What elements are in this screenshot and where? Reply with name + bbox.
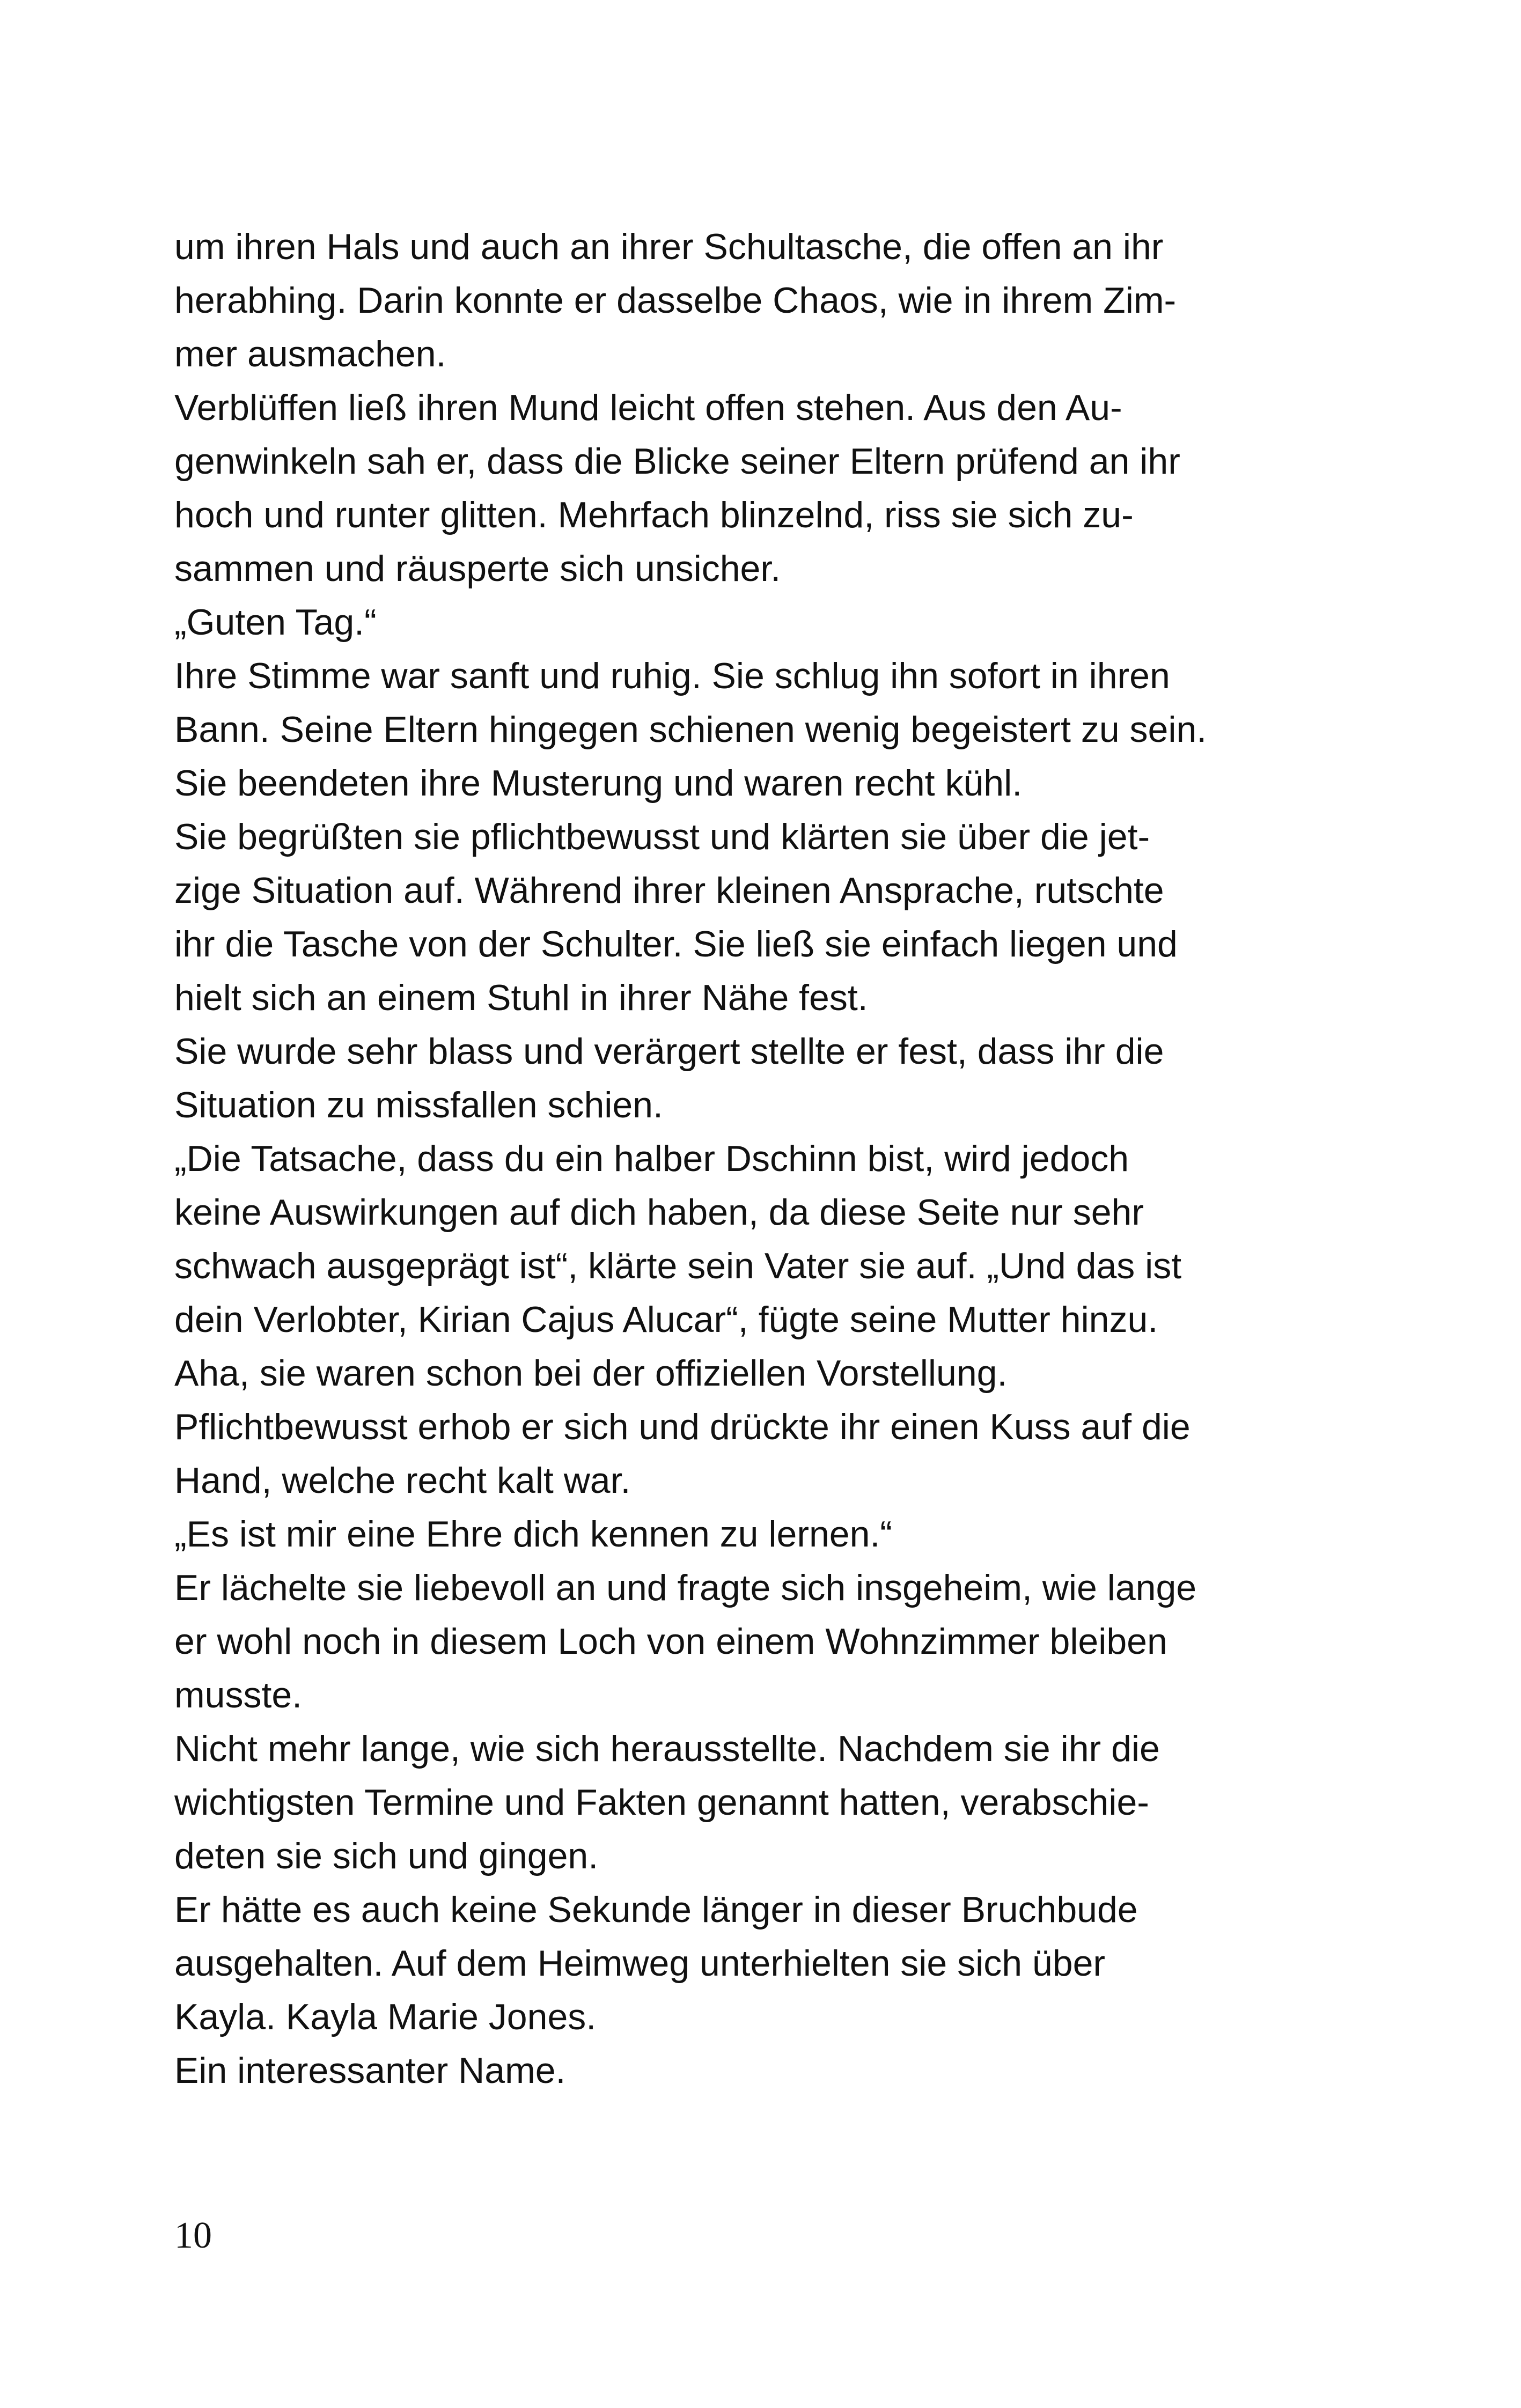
text-line: um ihren Hals und auch an ihrer Schultasche, die offen an ihr: [174, 226, 1164, 267]
text-line: Hand, welche recht kalt war.: [174, 1460, 631, 1501]
text-line: Verblüffen ließ ihren Mund leicht offen stehen. Aus den Au-: [174, 387, 1122, 428]
text-line: „Guten Tag.“: [174, 602, 377, 643]
text-line: Sie wurde sehr blass und verärgert stellte er fest, dass ihr die: [174, 1031, 1164, 1072]
text-line: schwach ausgeprägt ist“, klärte sein Vater sie auf. „Und das ist: [174, 1246, 1182, 1286]
text-line: genwinkeln sah er, dass die Blicke seiner Eltern prüfend an ihr: [174, 441, 1180, 482]
text-line: ausgehalten. Auf dem Heimweg unterhielten sie sich über: [174, 1943, 1106, 1984]
text-line: „Die Tatsache, dass du ein halber Dschinn bist, wird jedoch: [174, 1138, 1129, 1179]
text-line: musste.: [174, 1675, 303, 1715]
text-line: Er hätte es auch keine Sekunde länger in dieser Bruchbude: [174, 1889, 1138, 1930]
text-line: Aha, sie waren schon bei der offiziellen Vorstellung.: [174, 1353, 1008, 1394]
text-line: mer ausmachen.: [174, 334, 446, 374]
text-line: hielt sich an einem Stuhl in ihrer Nähe fest.: [174, 977, 868, 1018]
text-line: zige Situation auf. Während ihrer kleinen Ansprache, rutschte: [174, 870, 1164, 911]
page-number: 10: [174, 2215, 212, 2256]
text-line: Sie begrüßten sie pflichtbewusst und klärten sie über die jet-: [174, 816, 1150, 857]
text-line: Ihre Stimme war sanft und ruhig. Sie schlug ihn sofort in ihren: [174, 656, 1170, 696]
text-line: hoch und runter glitten. Mehrfach blinzelnd, riss sie sich zu-: [174, 495, 1134, 535]
text-line: Bann. Seine Eltern hingegen schienen wenig begeistert zu sein.: [174, 709, 1207, 750]
text-line: Sie beendeten ihre Musterung und waren recht kühl.: [174, 763, 1023, 804]
text-line: Ein interessanter Name.: [174, 2050, 566, 2091]
text-line: er wohl noch in diesem Loch von einem Wohnzimmer bleiben: [174, 1621, 1167, 1662]
text-line: Pflichtbewusst erhob er sich und drückte ihr einen Kuss auf die: [174, 1406, 1191, 1447]
text-line: deten sie sich und gingen.: [174, 1836, 599, 1876]
text-line: keine Auswirkungen auf dich haben, da diese Seite nur sehr: [174, 1192, 1144, 1233]
text-line: wichtigsten Termine und Fakten genannt hatten, verabschie-: [174, 1782, 1149, 1823]
text-line: Situation zu missfallen schien.: [174, 1085, 663, 1125]
body-text: [174, 220, 1355, 2097]
text-line: ihr die Tasche von der Schulter. Sie ließ sie einfach liegen und: [174, 924, 1178, 964]
text-line: Nicht mehr lange, wie sich herausstellte. Nachdem sie ihr die: [174, 1728, 1160, 1769]
text-line: dein Verlobter, Kirian Cajus Alucar“, fügte seine Mutter hinzu.: [174, 1299, 1158, 1340]
text-line: Er lächelte sie liebevoll an und fragte sich insgeheim, wie lange: [174, 1567, 1197, 1608]
text-line: herabhing. Darin konnte er dasselbe Chaos, wie in ihrem Zim-: [174, 280, 1177, 321]
text-line: „Es ist mir eine Ehre dich kennen zu lernen.“: [174, 1514, 892, 1555]
text-line: sammen und räusperte sich unsicher.: [174, 548, 781, 589]
text-line: Kayla. Kayla Marie Jones.: [174, 1997, 597, 2037]
